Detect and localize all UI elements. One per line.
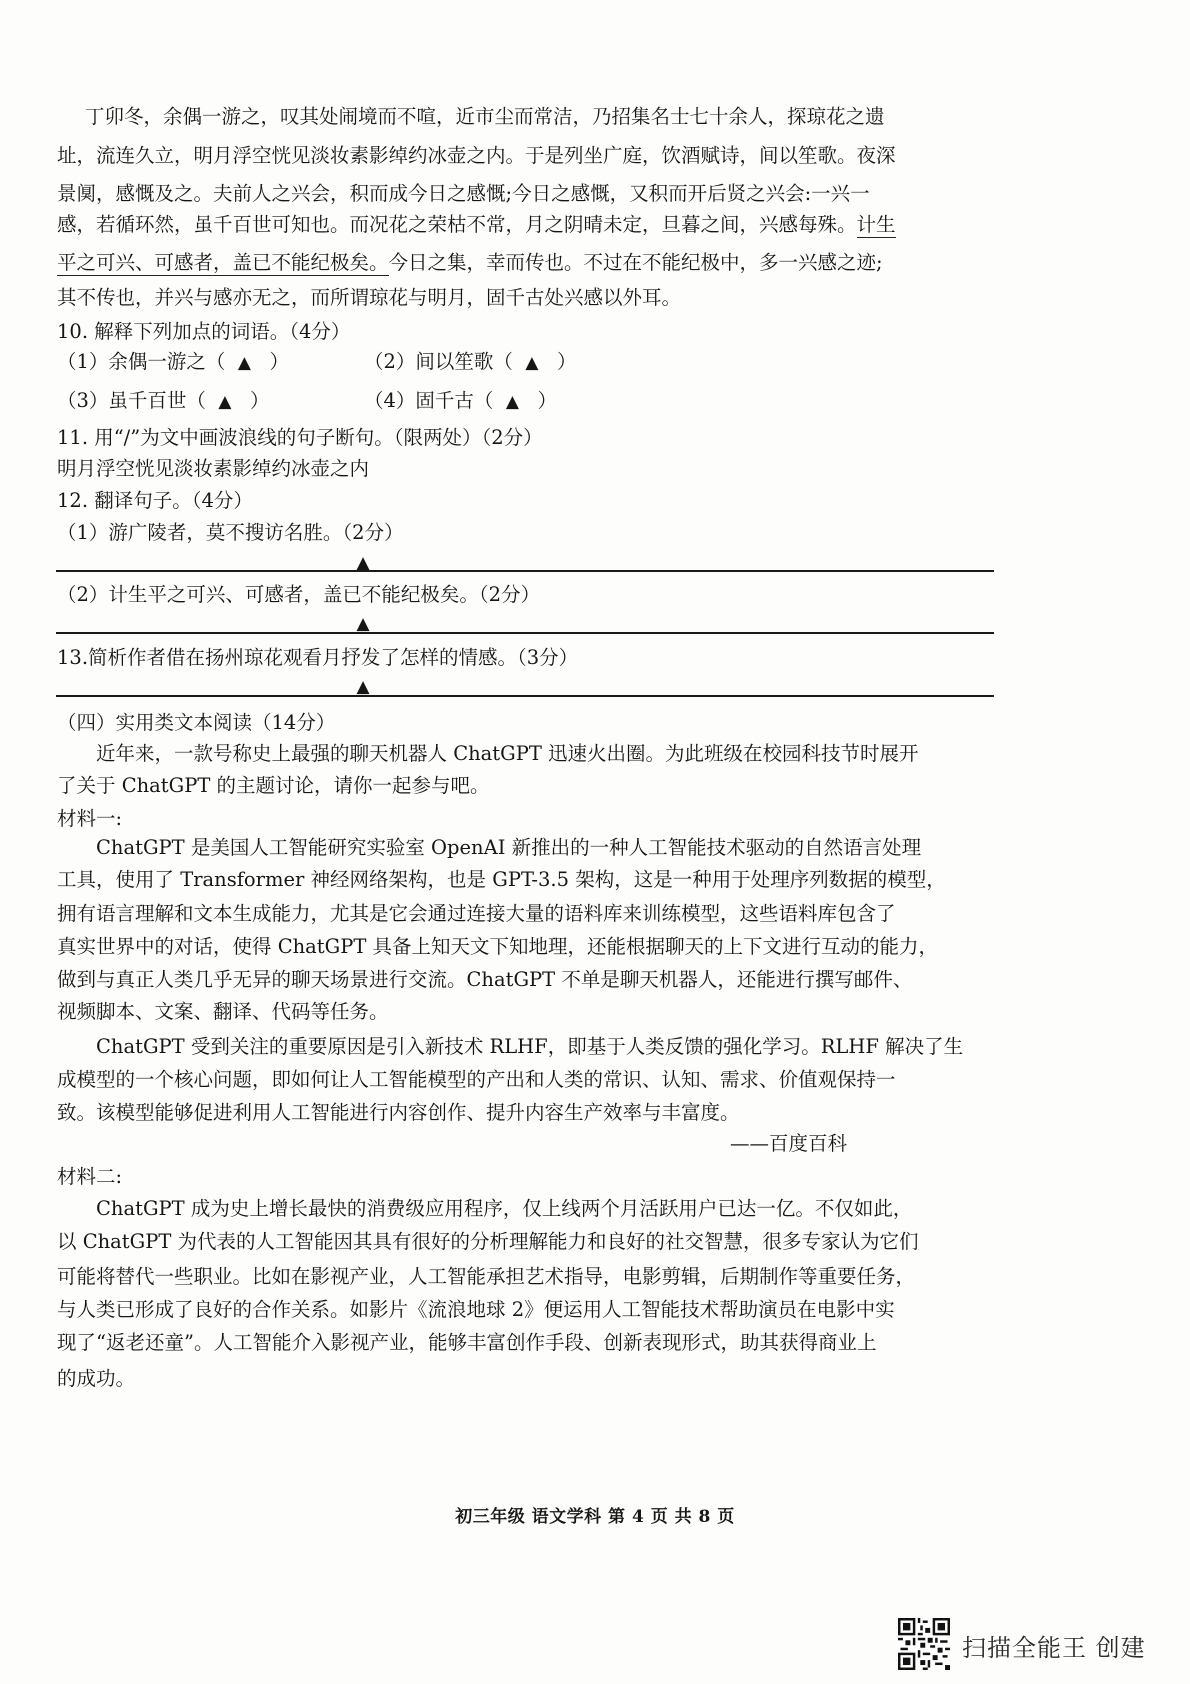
question-10-item-2 xyxy=(364,348,577,377)
answer-line[interactable] xyxy=(56,695,994,697)
section-4-intro-1: 近年来，一款号称史上最强的聊天机器人 ChatGPT 迅速火出圈。为此班级在校园科技节时展开 xyxy=(96,742,919,765)
question-11-title: 11. 用“/”为文中画波浪线的句子断句。（限两处）（2分） xyxy=(57,426,543,449)
answer-triangle-icon: ▲ xyxy=(356,677,370,697)
item-label: （2）间以笙歌（ xyxy=(364,350,513,373)
material-1-line-6: 视频脚本、文案、翻译、代码等任务。 xyxy=(57,1000,389,1023)
question-10-item-4 xyxy=(364,387,557,416)
answer-triangle-icon: ▲ xyxy=(525,353,539,373)
answer-line[interactable] xyxy=(56,570,994,572)
question-13-title: 13.简析作者借在扬州琼花观看月抒发了怎样的情感。（3分） xyxy=(57,646,579,669)
section-4-intro-2: 了关于 ChatGPT 的主题讨论，请你一起参与吧。 xyxy=(57,774,490,797)
material-2-label: 材料二: xyxy=(57,1165,123,1188)
answer-triangle-icon: ▲ xyxy=(218,392,232,412)
material-2-line-2: 以 ChatGPT 为代表的人工智能因其具有很好的分析理解能力和良好的社交智慧，很多专家认为它们 xyxy=(57,1230,919,1253)
scanner-watermark: 扫描全能王 创建 xyxy=(962,1634,1146,1662)
material-1-line-7: ChatGPT 受到关注的重要原因是引入新技术 RLHF，即基于人类反馈的强化学习。RLHF 解决了生 xyxy=(96,1035,964,1058)
passage-line-4 xyxy=(57,211,896,239)
material-2-line-5: 现了“返老还童”。人工智能介入影视产业，能够丰富创作手段、创新表现形式，助其获得商业上 xyxy=(57,1331,877,1354)
material-1-line-2: 工具，使用了 Transformer 神经网络架构，也是 GPT-3.5 架构，这是一种用于处理序列数据的模型， xyxy=(57,868,946,891)
material-2-line-1: ChatGPT 成为史上增长最快的消费级应用程序，仅上线两个月活跃用户已达一亿。不仅如此， xyxy=(96,1197,913,1220)
material-1-source: ——百度百科 xyxy=(730,1132,848,1155)
close-paren: ） xyxy=(557,350,577,373)
item-label: （3）虽千百世（ xyxy=(57,389,206,412)
section-4-heading: （四）实用类文本阅读（14分） xyxy=(57,711,336,734)
material-2-line-3: 可能将替代一些职业。比如在影视产业，人工智能承担艺术指导，电影剪辑，后期制作等重要任务， xyxy=(57,1265,916,1288)
close-paren: ） xyxy=(250,389,270,412)
material-1-line-8: 成模型的一个核心问题，即如何让人工智能模型的产出和人类的常识、认知、需求、价值观保持一 xyxy=(57,1068,896,1091)
close-paren: ） xyxy=(269,350,290,373)
underlined-sentence: 平之可兴、可感者，盖已不能纪极矣。 xyxy=(57,251,389,274)
passage-line-6: 其不传也，并兴与感亦无之，而所谓琼花与明月，固千古处兴感以外耳。 xyxy=(57,286,682,309)
underlined-phrase-start: 计生 xyxy=(856,213,896,236)
material-1-line-3: 拥有语言理解和文本生成能力，尤其是它会通过连接大量的语料库来训练模型，这些语料库包含了 xyxy=(57,902,896,925)
item-label: （1）余偶一游之（ xyxy=(57,350,226,373)
qr-code-icon xyxy=(898,1618,950,1670)
question-12-sub-1: （1）游广陵者，莫不搜访名胜。（2分） xyxy=(57,521,404,544)
passage-line-3: 景阒，感慨及之。夫前人之兴会，积而成今日之感慨;今日之感慨，又积而开后贤之兴会:一兴一 xyxy=(57,182,870,205)
passage-line-5 xyxy=(57,249,883,277)
question-10-item-1 xyxy=(57,348,289,377)
close-paren: ） xyxy=(537,389,558,412)
question-10-title: 10. 解释下列加点的词语。（4分） xyxy=(57,320,351,343)
passage-line-4-text: 感，若循环然，虽千百世可知也。而况花之荣枯不常，月之阴晴未定，旦暮之间，兴感每殊。 xyxy=(57,213,857,236)
material-2-line-6: 的成功。 xyxy=(57,1367,136,1390)
material-1-line-4: 真实世界中的对话，使得 ChatGPT 具备上知天文下知地理，还能根据聊天的上下文进行互动的能力， xyxy=(57,935,939,958)
passage-line-1: 丁卯冬，余偶一游之，叹其处闹境而不喧，近市尘而常洁，乃招集名士七十余人，探琼花之遗 xyxy=(85,105,885,128)
answer-triangle-icon: ▲ xyxy=(356,614,370,634)
material-1-label: 材料一: xyxy=(57,807,123,830)
page-footer: 初三年级 语文学科 第 4 页 共 8 页 xyxy=(455,1507,735,1527)
item-label: （4）固千古（ xyxy=(364,389,494,412)
question-12-sub-2: （2）计生平之可兴、可感者，盖已不能纪极矣。（2分） xyxy=(57,583,541,606)
material-1-line-1: ChatGPT 是美国人工智能研究实验室 OpenAI 新推出的一种人工智能技术驱动的自然语言处理 xyxy=(96,836,922,859)
passage-line-5-rest: 今日之集，幸而传也。不过在不能纪极中，多一兴感之迹; xyxy=(388,251,883,274)
passage-line-2: 址，流连久立，明月浮空恍见淡妆素影绰约冰壶之内。于是列坐广庭，饮酒赋诗，间以笙歌。夜深 xyxy=(57,144,896,167)
answer-triangle-icon: ▲ xyxy=(356,553,370,573)
answer-line[interactable] xyxy=(56,632,994,634)
material-2-line-4: 与人类已形成了良好的合作关系。如影片《流浪地球 2》便运用人工智能技术帮助演员在电影中实 xyxy=(57,1298,895,1321)
answer-triangle-icon: ▲ xyxy=(505,392,519,412)
answer-triangle-icon: ▲ xyxy=(237,353,251,373)
question-10-item-3 xyxy=(57,387,270,416)
question-11-sentence: 明月浮空恍见淡妆素影绰约冰壶之内 xyxy=(57,457,370,480)
question-12-title: 12. 翻译句子。（4分） xyxy=(57,489,253,512)
material-1-line-9: 致。该模型能够促进利用人工智能进行内容创作、提升内容生产效率与丰富度。 xyxy=(57,1101,740,1124)
material-1-line-5: 做到与真正人类几乎无异的聊天场景进行交流。ChatGPT 不单是聊天机器人，还能进行撰写邮件、 xyxy=(57,968,913,991)
